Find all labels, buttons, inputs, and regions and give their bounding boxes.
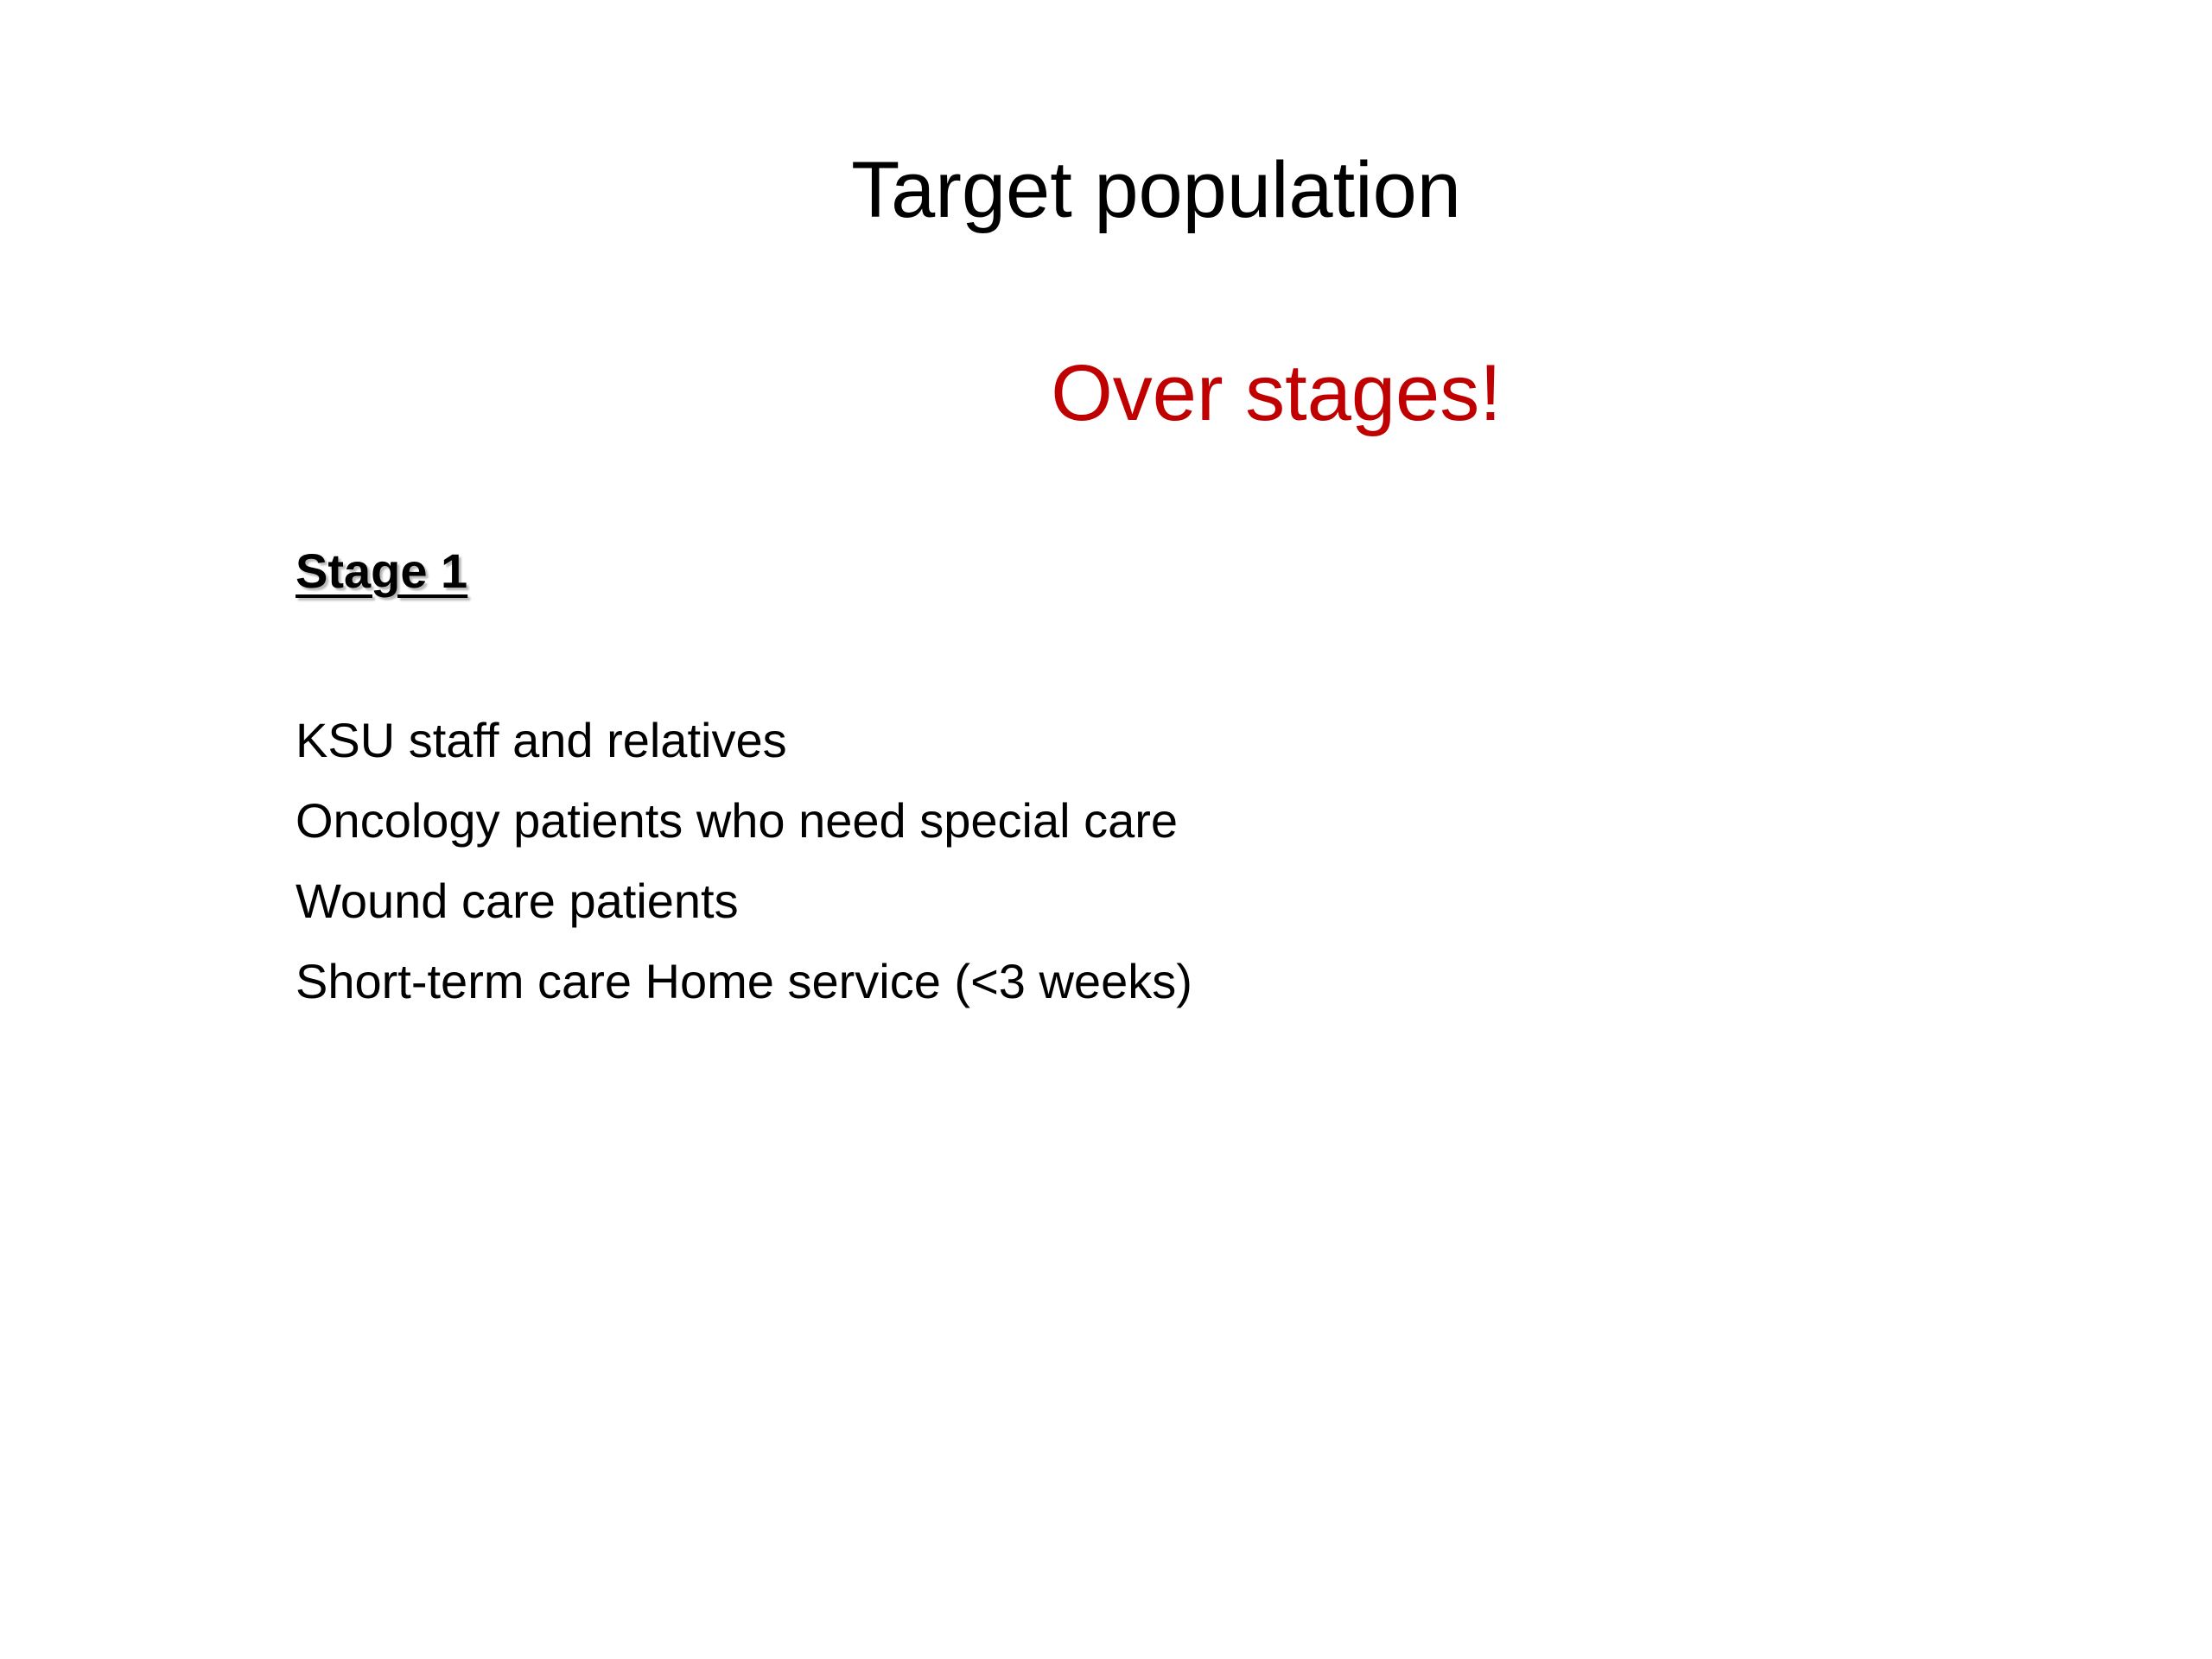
list-item: Oncology patients who need special care (296, 793, 1179, 848)
slide-subtitle: Over stages! (1051, 349, 1502, 437)
list-item: Short-term care Home service (<3 weeks) (296, 954, 1192, 1008)
slide-title: Target population (851, 146, 1461, 234)
stage-heading: Stage 1 (296, 543, 468, 598)
list-item: KSU staff and relatives (296, 713, 787, 767)
list-item: Wound care patients (296, 874, 739, 928)
target-population-list (296, 700, 1192, 1021)
